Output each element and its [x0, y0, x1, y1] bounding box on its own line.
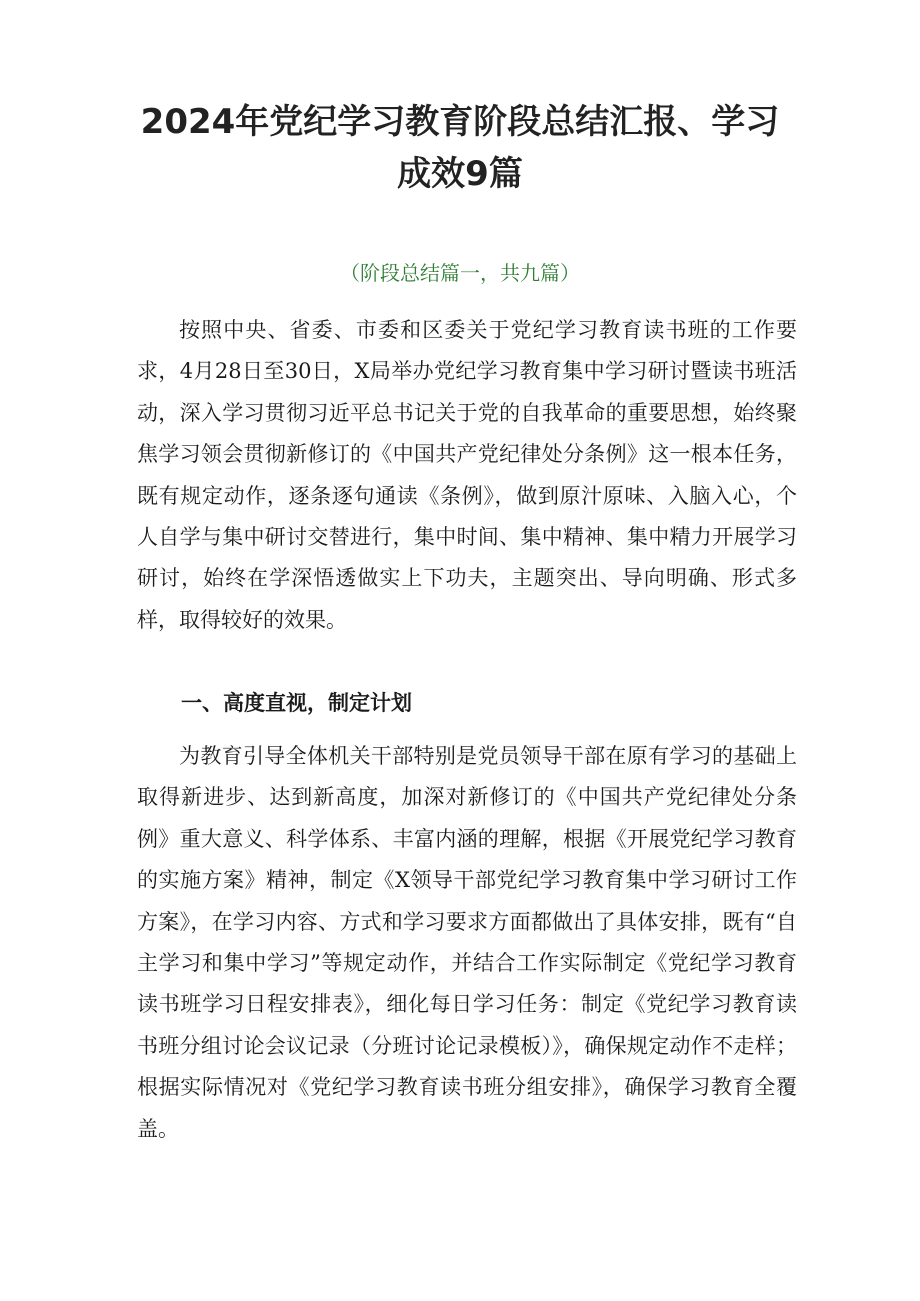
- body-paragraph-2: 为教育引导全体机关干部特别是党员领导干部在原有学习的基础上取得新进步、达到新高度，加深对新修订的《中国共产党纪律处分条例》重大意义、科学体系、丰富内涵的理解，根据《开展党纪学习教育的实施方案》精神，制定《X领导干部党纪学习教育集中学习研讨工作方案》，在学习内容、方式和学习要求方面都做出了具体安排，既有“自主学习和集中学习”等规定动作，并结合工作实际制定《党纪学习教育读书班学习日程安排表》，细化每日学习任务：制定《党纪学习教育读书班分组讨论会议记录（分班讨论记录模板）》，确保规定动作不走样；根据实际情况对《党纪学习教育读书班分组安排》，确保学习教育全覆盖。: [137, 744, 797, 1141]
- document-subtitle: （阶段总结篇一，共九篇）: [340, 261, 580, 285]
- body-paragraph-1: 按照中央、省委、市委和区委关于党纪学习教育读书班的工作要求，4月28日至30日，X局举办党纪学习教育集中学习研讨暨读书班活动，深入学习贯彻习近平总书记关于党的自我革命的重要思想，始终聚焦学习领会贯彻新修订的《中国共产党纪律处分条例》这一根本任务，既有规定动作，逐条逐句通读《条例》，做到原汁原味、入脑入心，个人自学与集中研讨交替进行，集中时间、集中精神、集中精力开展学习研讨，始终在学深悟透做实上下功夫，主题突出、导向明确、形式多样，取得较好的效果。: [137, 318, 797, 632]
- document-title: 2024年党纪学习教育阶段总结汇报、学习成效9篇: [140, 102, 780, 194]
- section-heading-1: 一、高度直视，制定计划: [181, 691, 412, 715]
